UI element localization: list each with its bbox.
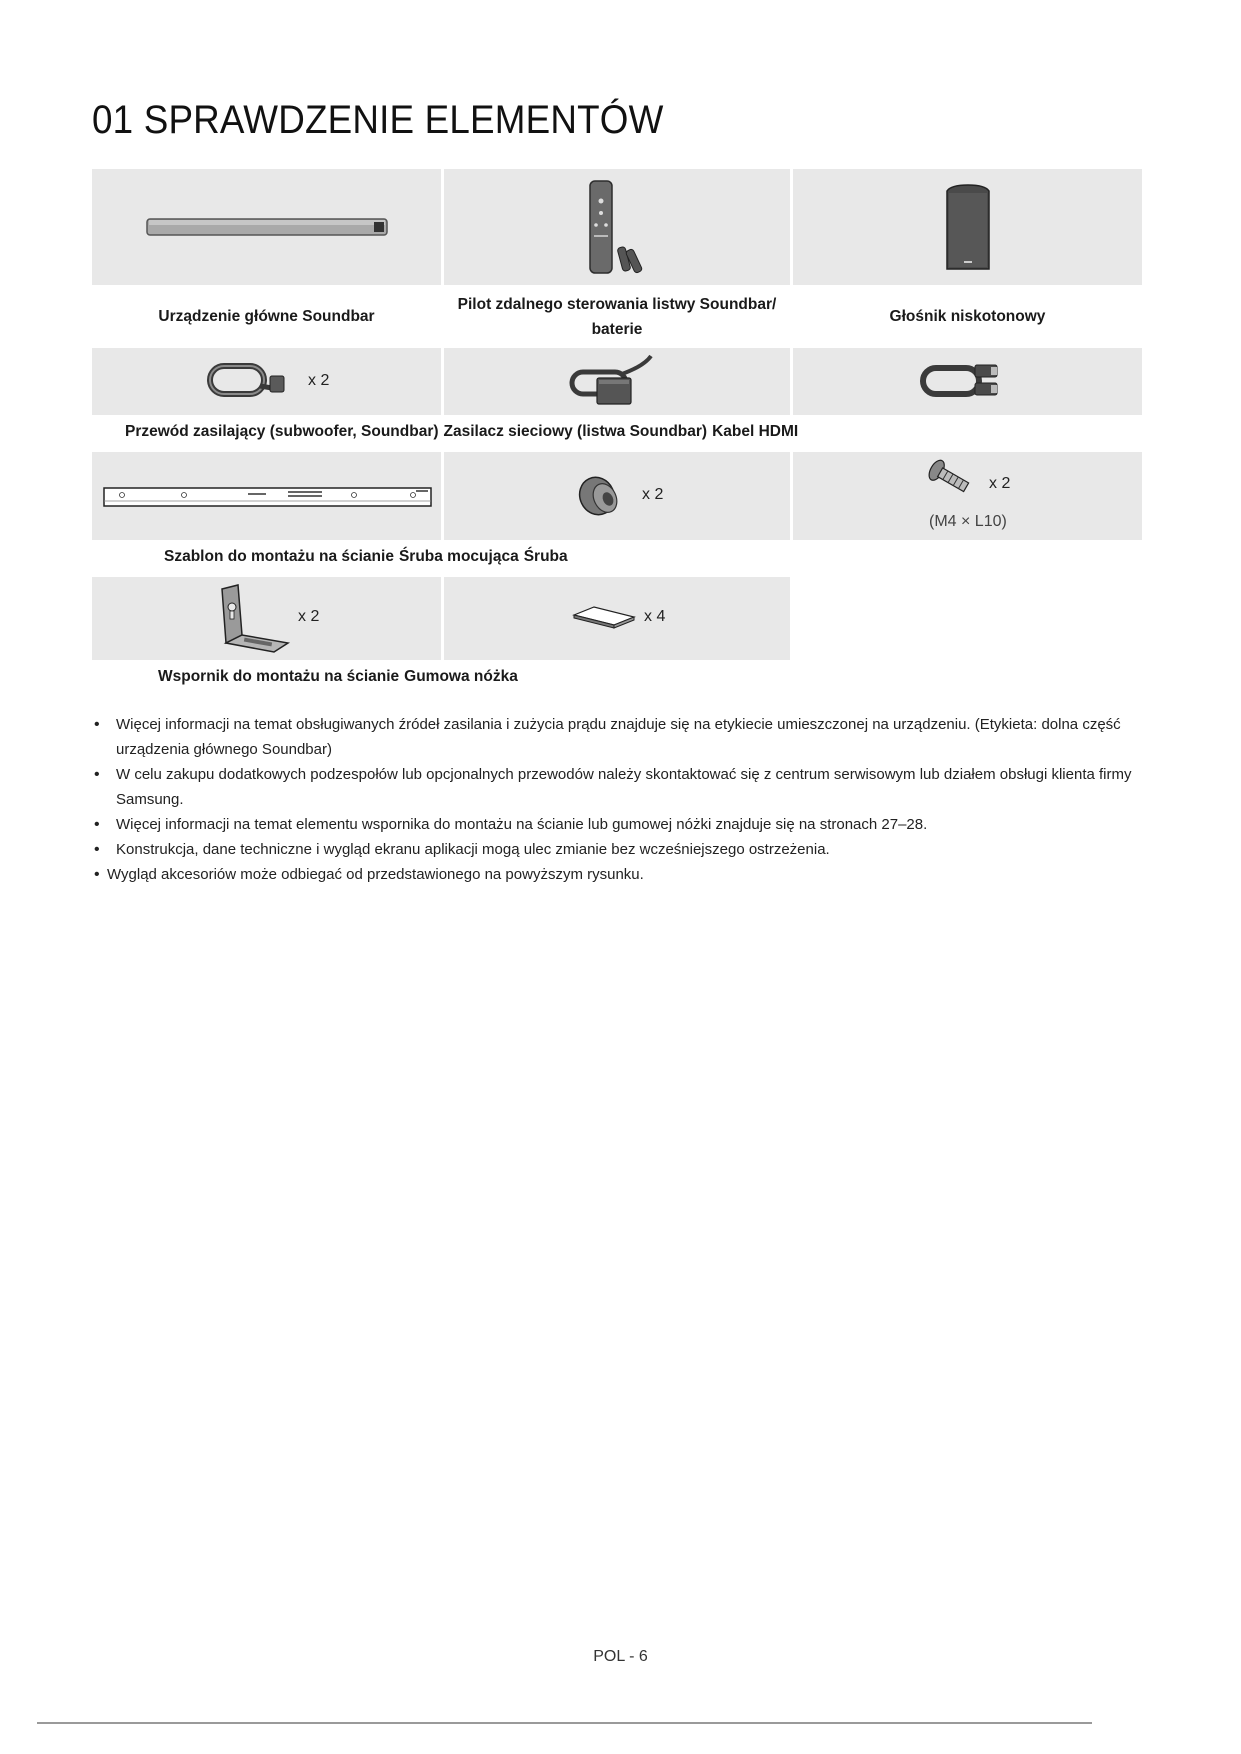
screw-qty: x 2 [989,475,1011,492]
template-cell [92,452,441,540]
adapter-label: Zasilacz sieciowy (listwa Soundbar) [443,423,708,440]
remote-control-icon [444,169,790,285]
rubber-foot-cell [444,577,790,660]
adapter-cell [444,348,790,415]
screw-label: Śruba [523,548,568,565]
remote-label-line1: Pilot zdalnego sterowania listwy Soundbar/ [457,296,777,313]
holder-screw-cell [444,452,790,540]
row3-captions [164,548,573,566]
rubber-foot-qty: x 4 [644,608,666,625]
screw-cell [793,452,1142,540]
page-title: 01 SPRAWDZENIE ELEMENTÓW [92,98,664,142]
row4-captions [158,668,523,686]
footer-divider [37,1722,1092,1724]
notes-list [92,712,1152,887]
note-item: • W celu zakupu dodatkowych podzespołów lub opcjonalnych przewodów należy skontaktować się z centrum serwisowym lub działem obsługi klienta firmy Samsung. [92,762,1152,812]
bracket-label: Wspornik do montażu na ścianie [158,668,400,685]
holder-screw-qty: x 2 [642,486,664,503]
row2-captions [125,423,803,441]
rubber-foot-label: Gumowa nóżka [404,668,518,685]
note-item: • Więcej informacji na temat obsługiwanych źródeł zasilania i zużycia prądu znajduje się na etykiecie umieszczonej na urządzeniu. (Etykieta: dolna część urządzenia głównego Soundbar) [92,712,1152,762]
holder-screw-label: Śruba mocująca [398,548,519,565]
soundbar-cell [92,169,441,285]
note-item: • Wygląd akcesoriów może odbiegać od przedstawionego na powyższym rysunku. [92,862,1152,887]
note-item: • Konstrukcja, dane techniczne i wygląd ekranu aplikacji mogą ulec zmianie bez wcześniejszego ostrzeżenia. [92,837,1152,862]
remote-cell [444,169,790,285]
hdmi-cell [793,348,1142,415]
rubber-foot-icon [444,577,790,660]
subwoofer-cell [793,169,1142,285]
screw-size-note: (M4 × L10) [929,513,1007,530]
soundbar-icon [92,169,441,285]
hdmi-cable-icon [793,348,1142,415]
power-cord-icon [92,348,441,415]
soundbar-label: Urządzenie główne Soundbar [158,308,375,325]
power-cord-cell [92,348,441,415]
bracket-qty: x 2 [298,608,320,625]
subwoofer-icon [793,169,1142,285]
remote-label [444,292,790,342]
note-item: • Więcej informacji na temat elementu wspornika do montażu na ścianie lub gumowej nóżki znajduje się na stronach 27–28. [92,812,1152,837]
bracket-cell [92,577,441,660]
page-number: POL - 6 [593,1648,648,1665]
hdmi-label: Kabel HDMI [712,423,799,440]
power-cord-label: Przewód zasilający (subwoofer, Soundbar) [125,423,439,440]
wall-bracket-icon [92,577,441,660]
ac-adapter-icon [444,348,790,415]
wall-mount-template-icon [92,452,441,540]
remote-label-line2: baterie [591,321,643,338]
power-cord-qty: x 2 [308,372,330,389]
holder-screw-icon [444,452,790,540]
subwoofer-label: Głośnik niskotonowy [889,308,1046,325]
template-label: Szablon do montażu na ścianie [164,548,394,565]
